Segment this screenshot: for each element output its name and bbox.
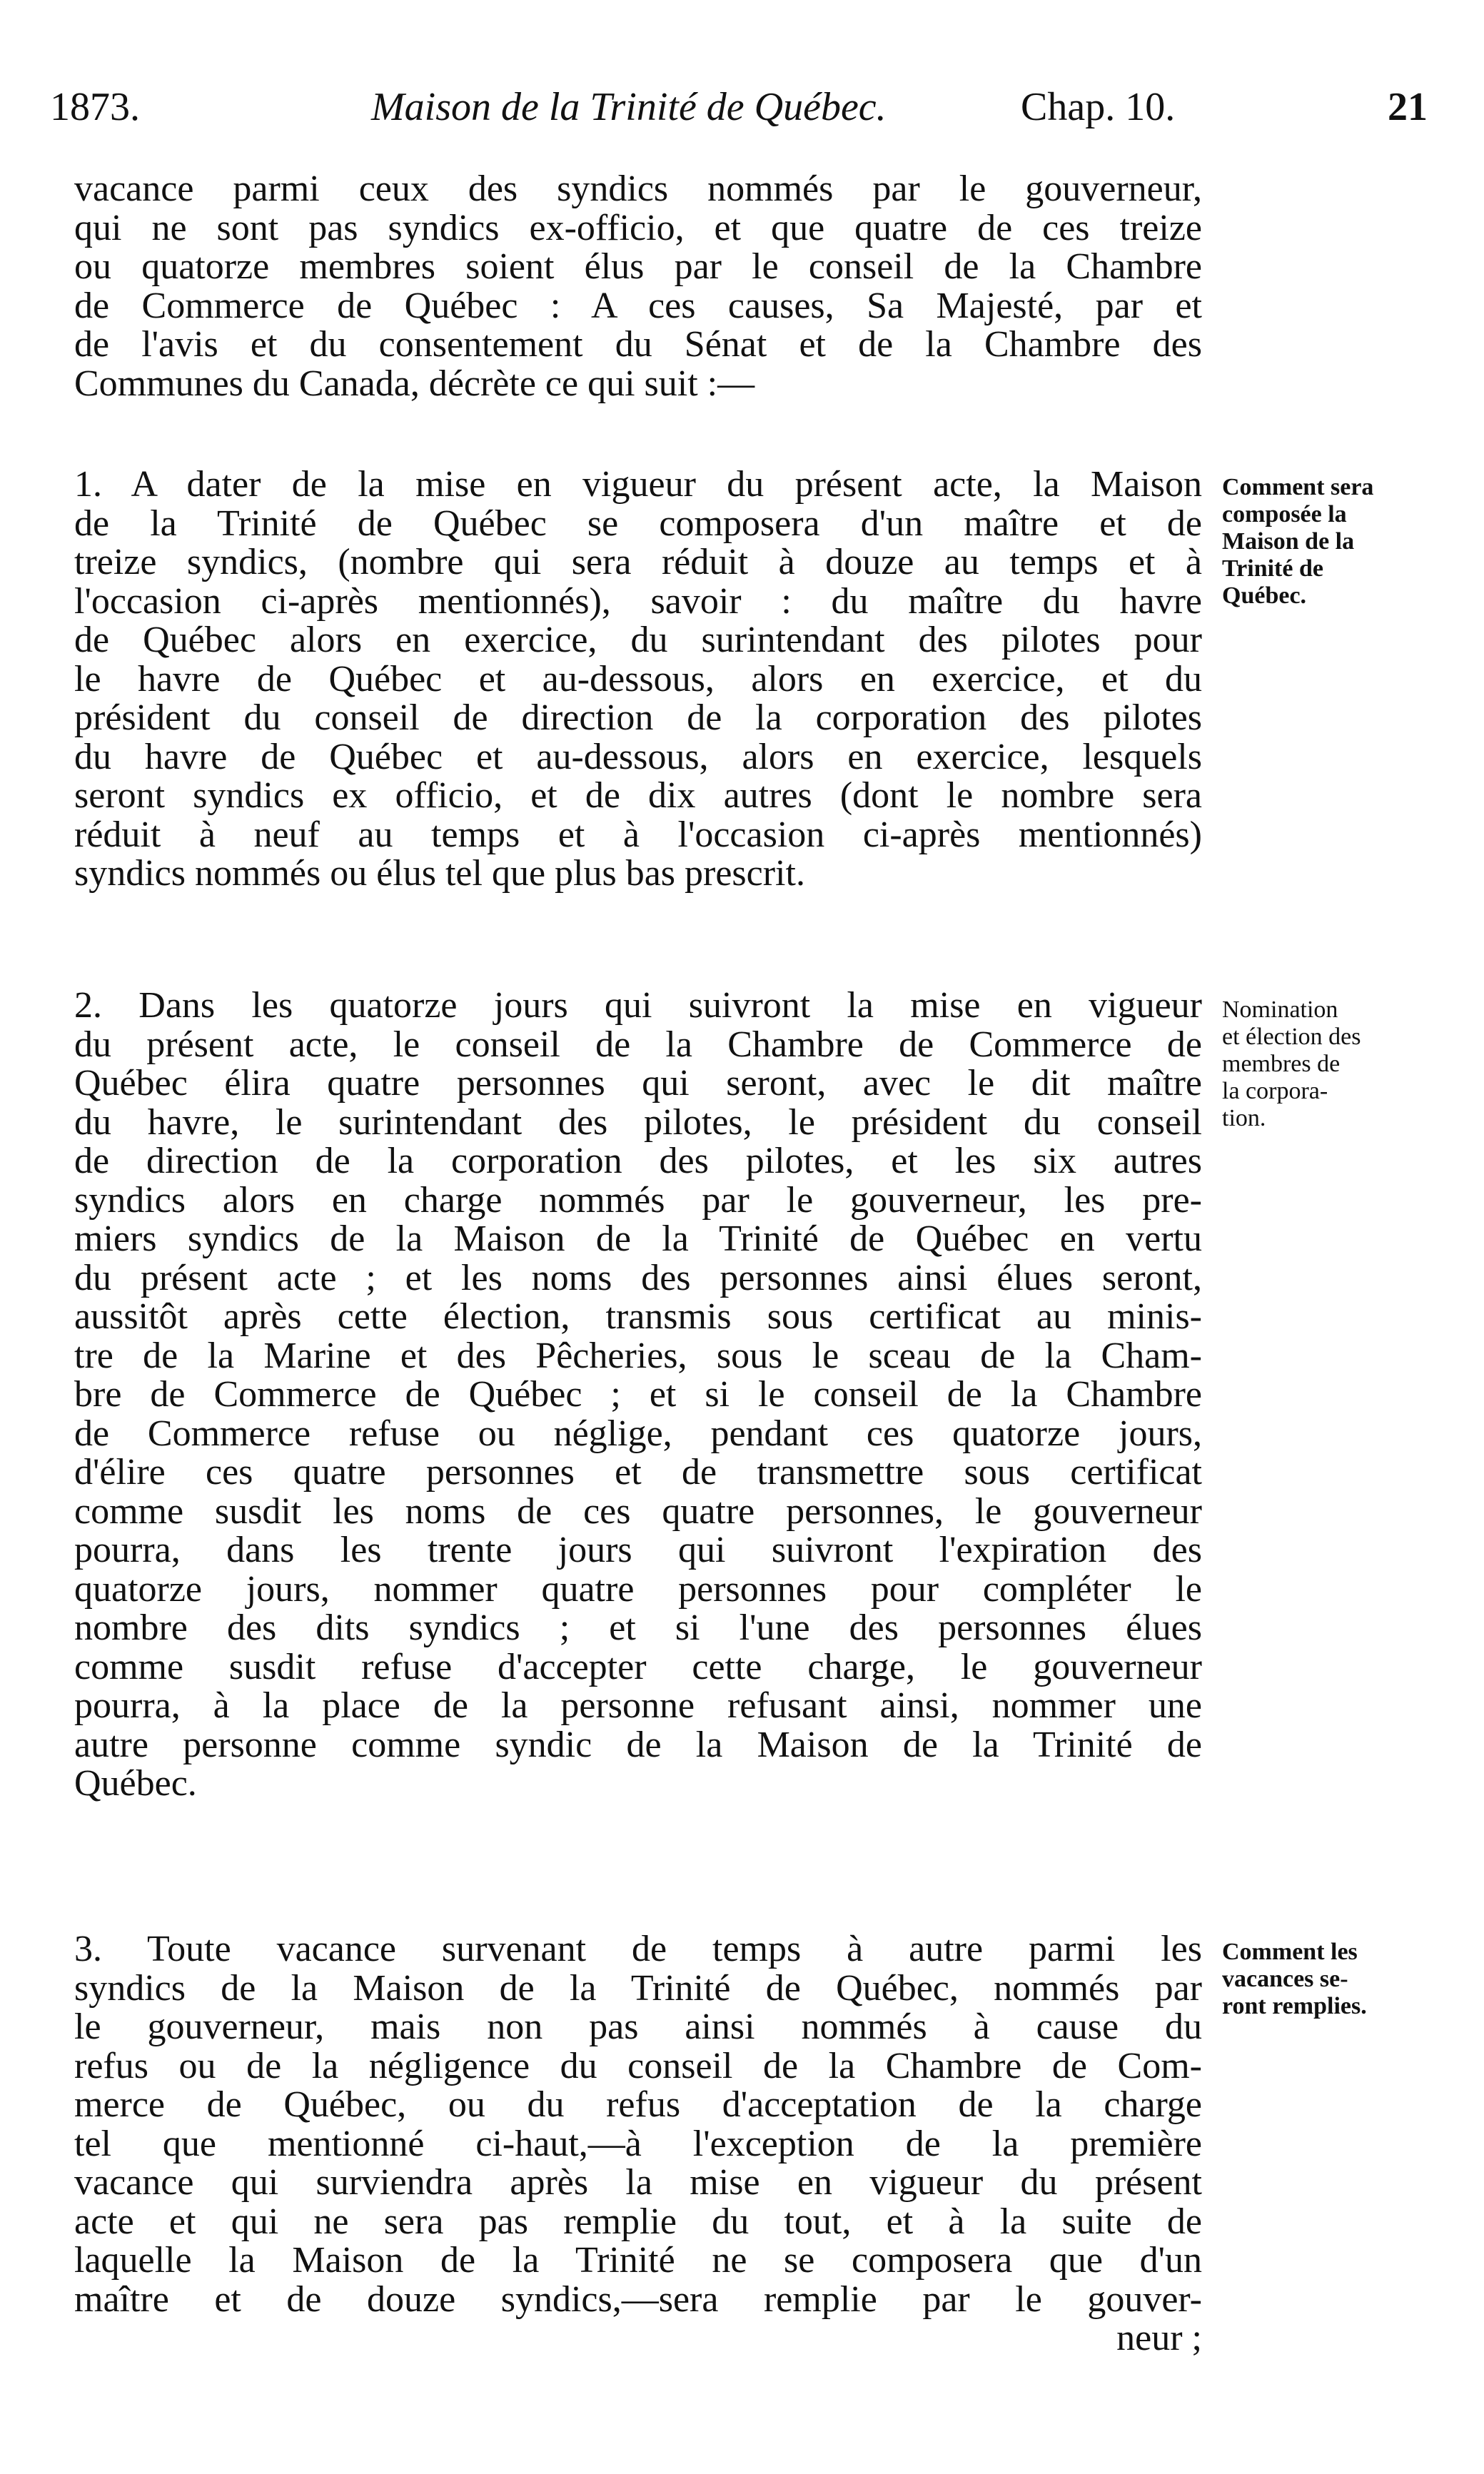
text-line: Québec élira quatre personnes qui seront, avec le dit maître [74, 1063, 1202, 1104]
text-line: tel que mentionné ci-haut,—à l'exception de la première [74, 2123, 1202, 2164]
text-line: qui ne sont pas syndics ex-officio, et que quatre de ces treize [74, 207, 1202, 248]
text-line: autre personne comme syndic de la Maison de la Trinité de [74, 1724, 1202, 1765]
text-line: le gouverneur, mais non pas ainsi nommés à cause du [74, 2006, 1202, 2047]
text-line: syndics de la Maison de la Trinité de Québec, nommés par [74, 1967, 1202, 2009]
text-line: seront syndics ex officio, et de dix autres (dont le nombre sera [74, 775, 1202, 816]
text-line: 1. A dater de la mise en vigueur du présent acte, la Maison [74, 464, 1202, 505]
text-line: de la Trinité de Québec se composera d'un maître et de [74, 503, 1202, 544]
section-3-paragraph [74, 1930, 1202, 2358]
text-line: pourra, dans les trente jours qui suivront l'expiration des [74, 1530, 1202, 1570]
text-line: de direction de la corporation des pilotes, et les six autres [74, 1141, 1202, 1181]
text-line: président du conseil de direction de la corporation des pilotes [74, 697, 1202, 738]
text-line: ou quatorze membres soient élus par le conseil de la Chambre [74, 246, 1202, 287]
sidenote-line: et élection des [1222, 1024, 1361, 1050]
text-line: pourra, à la place de la personne refusant ainsi, nommer une [74, 1685, 1202, 1726]
page-number: 21 [1388, 85, 1428, 129]
text-line: l'occasion ci-après mentionnés), savoir : du maître du havre [74, 580, 1202, 622]
text-line: 3. Toute vacance survenant de temps à autre parmi les [74, 1929, 1202, 1969]
section-3-sidenote [1222, 1939, 1436, 2020]
text-line: quatorze jours, nommer quatre personnes pour compléter le [74, 1568, 1202, 1610]
text-line: merce de Québec, ou du refus d'acceptation de la charge [74, 2084, 1202, 2125]
sidenote-line: vacances se- [1222, 1966, 1348, 1992]
text-line: comme susdit les noms de ces quatre personnes, le gouverneur [74, 1490, 1202, 1532]
text-line: treize syndics, (nombre qui sera réduit à douze au temps et à [74, 542, 1202, 582]
sidenote-line: tion. [1222, 1105, 1266, 1131]
text-line: de l'avis et du consentement du Sénat et de la Chambre des [74, 324, 1202, 365]
text-line: aussitôt après cette élection, transmis sous certificat au minis- [74, 1296, 1202, 1337]
sidenote-line: Comment sera [1222, 474, 1374, 500]
sidenote-line: Nomination [1222, 996, 1338, 1023]
text-line: tre de la Marine et des Pêcheries, sous le sceau de la Cham- [74, 1335, 1202, 1376]
text-line: d'élire ces quatre personnes et de transmettre sous certificat [74, 1452, 1202, 1493]
sidenote-line: Maison de la [1222, 528, 1355, 555]
text-line: du havre, le surintendant des pilotes, le président du conseil [74, 1101, 1202, 1143]
section-1-sidenote [1222, 474, 1436, 610]
sidenote-line: composée la [1222, 501, 1347, 527]
text-line: vacance qui surviendra après la mise en vigueur du présent [74, 2162, 1202, 2203]
text-line: laquelle la Maison de la Trinité ne se composera que d'un [74, 2240, 1202, 2281]
text-line: du havre de Québec et au-dessous, alors en exercice, lesquels [74, 736, 1202, 777]
text-line: réduit à neuf au temps et à l'occasion ci-après mentionnés) [74, 814, 1202, 855]
sidenote-line: Comment les [1222, 1939, 1358, 1965]
sidenote-line: Trinité de [1222, 555, 1323, 582]
text-line: maître et de douze syndics,—sera remplie par le gouver- [74, 2278, 1202, 2320]
section-1-paragraph [74, 465, 1202, 894]
text-line: 2. Dans les quatorze jours qui suivront la mise en vigueur [74, 985, 1202, 1026]
text-line: le havre de Québec et au-dessous, alors en exercice, et du [74, 658, 1202, 700]
text-line: miers syndics de la Maison de la Trinité de Québec en vertu [74, 1218, 1202, 1259]
text-line: vacance parmi ceux des syndics nommés par le gouverneur, [74, 168, 1202, 209]
text-line: du présent acte ; et les noms des personnes ainsi élues seront, [74, 1257, 1202, 1298]
sidenote-line: membres de [1222, 1051, 1341, 1077]
section-2-paragraph [74, 986, 1202, 1804]
header-title: Maison de la Trinité de Québec. [371, 85, 887, 129]
text-line: de Québec alors en exercice, du surintendant des pilotes pour [74, 620, 1202, 660]
section-2-sidenote [1222, 996, 1436, 1132]
text-line: syndics alors en charge nommés par le gouverneur, les pre- [74, 1179, 1202, 1221]
text-line: bre de Commerce de Québec ; et si le conseil de la Chambre [74, 1374, 1202, 1415]
text-line: neur ; [1116, 2318, 1202, 2358]
text-line: du présent acte, le conseil de la Chambre de Commerce de [74, 1024, 1202, 1065]
header-year: 1873. [50, 85, 140, 129]
text-line: comme susdit refuse d'accepter cette charge, le gouverneur [74, 1646, 1202, 1687]
running-header [50, 79, 1428, 136]
text-line: Communes du Canada, décrète ce qui suit :— [74, 363, 755, 404]
text-line: Québec. [74, 1763, 197, 1804]
header-chapter: Chap. 10. [1021, 85, 1176, 129]
text-line: de Commerce de Québec : A ces causes, Sa Majesté, par et [74, 285, 1202, 326]
text-line: acte et qui ne sera pas remplie du tout, et à la suite de [74, 2201, 1202, 2242]
text-line: refus ou de la négligence du conseil de la Chambre de Com- [74, 2045, 1202, 2086]
sidenote-line: ront remplies. [1222, 1993, 1367, 2019]
text-line: nombre des dits syndics ; et si l'une des personnes élues [74, 1607, 1202, 1648]
sidenote-line: la corpora- [1222, 1078, 1328, 1104]
text-line: de Commerce refuse ou néglige, pendant ces quatorze jours, [74, 1413, 1202, 1454]
sidenote-line: Québec. [1222, 582, 1307, 609]
text-line: syndics nommés ou élus tel que plus bas prescrit. [74, 853, 805, 894]
preamble-paragraph [74, 170, 1202, 403]
